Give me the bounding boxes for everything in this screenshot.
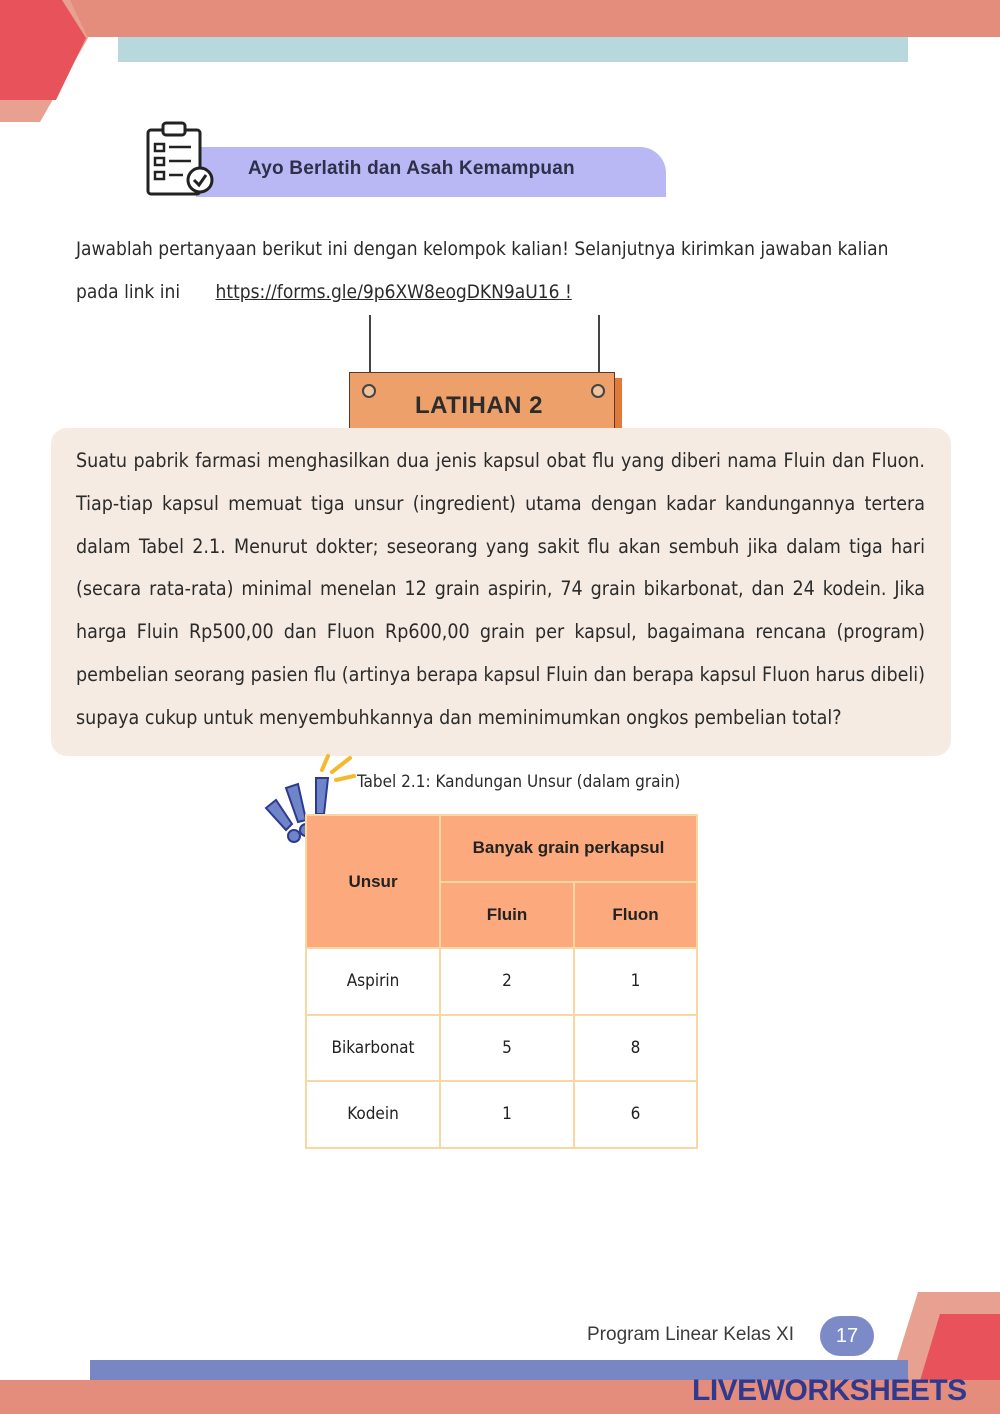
cell-fluon: 6 <box>574 1081 697 1148</box>
problem-text: Suatu pabrik farmasi menghasilkan dua jenis kapsul obat flu yang diberi nama Fluin dan Fluon. Tiap-tiap kapsul memuat tiga unsur (ingredient) utama dengan kadar kandungannya tertera dalam Tabel 2.1. Menurut dokter; seseorang yang sakit flu akan sembuh jika dalam tiga hari (secara rata-rata) minimal menelan 12 grain aspirin, 74 grain bikarbonat, dan 24 kodein. Jika harga Fluin Rp500,00 dan Fluon Rp600,00 grain per kapsul, bagaimana rencana (program) pembelian seorang pasien flu (artinya berapa kapsul Fluin dan berapa kapsul Fluon harus dibeli) supaya cukup untuk menyembuhkannya dan meminimumkan ongkos pembelian total? <box>76 449 925 729</box>
form-link[interactable]: https://forms.gle/9p6XW8eogDKN9aU16 ! <box>215 281 572 303</box>
header-fluon: Fluon <box>574 882 697 949</box>
liveworksheets-watermark: LIVEWORKSHEETS <box>692 1374 967 1407</box>
cell-unsur: Aspirin <box>306 948 440 1015</box>
table-row <box>306 948 697 1015</box>
cell-fluon: 1 <box>574 948 697 1015</box>
cell-fluin: 5 <box>440 1015 574 1082</box>
instruction-text: Jawablah pertanyaan berikut ini dengan kelompok kalian! Selanjutnya kirimkan jawaban kalian pada link ini <box>76 238 889 303</box>
section-heading: Ayo Berlatih dan Asah Kemampuan <box>248 158 575 179</box>
cell-fluin: 1 <box>440 1081 574 1148</box>
header-fluin: Fluin <box>440 882 574 949</box>
header-corner-decoration <box>0 0 130 125</box>
page-number: 17 <box>820 1316 874 1356</box>
exercise-title: LATIHAN 2 <box>414 392 544 419</box>
cell-unsur: Kodein <box>306 1081 440 1148</box>
cell-fluin: 2 <box>440 948 574 1015</box>
header-stripe <box>118 37 908 62</box>
clipboard-check-icon <box>143 120 215 198</box>
table-row <box>306 1015 697 1082</box>
header-band <box>0 0 1000 37</box>
book-title: Program Linear Kelas XI <box>587 1324 794 1345</box>
table-caption: Tabel 2.1: Kandungan Unsur (dalam grain) <box>357 772 681 792</box>
instruction-paragraph <box>76 228 926 314</box>
table-row <box>306 1081 697 1148</box>
table-header-row <box>306 815 697 882</box>
header-unsur: Unsur <box>306 815 440 948</box>
header-grain-per-capsule: Banyak grain perkapsul <box>440 815 697 882</box>
cell-unsur: Bikarbonat <box>306 1015 440 1082</box>
ingredient-table <box>305 814 698 1149</box>
cell-fluon: 8 <box>574 1015 697 1082</box>
